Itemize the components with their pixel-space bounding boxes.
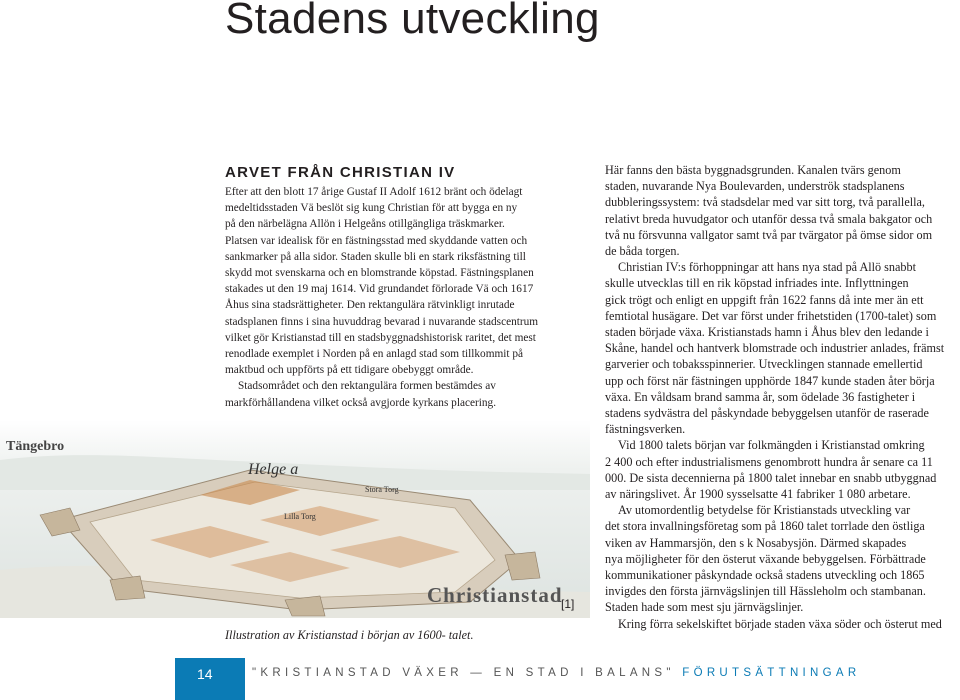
text-line: två nu försvunna vallgator samt två par tvärgator på ömse sidor om bbox=[605, 227, 933, 242]
text-line: 000. De sista decennierna på 1800 talet innebar en snabb utbyggnad bbox=[605, 470, 937, 485]
text-line: Vid 1800 talets början var folkmängden i Kristianstad omkring bbox=[618, 438, 925, 453]
footer-title: "KRISTIANSTAD VÄXER — EN STAD I BALANS" bbox=[252, 667, 675, 679]
reference-marker: [1] bbox=[561, 597, 575, 611]
text-line: gick trögt och enligt en uppgift från 1622 fanns då inte mer än ett bbox=[605, 292, 924, 307]
city-illustration bbox=[0, 420, 590, 618]
map-label-lilla-torg: Lilla Torg bbox=[284, 512, 316, 521]
text-line: Efter att den blott 17 årige Gustaf II Adolf 1612 bränt och ödelagt bbox=[225, 186, 523, 198]
text-line: Platsen var idealisk för en fästningsstad med skyddande vatten och bbox=[225, 234, 528, 247]
text-line: invigdes den första järnvägslinjen till Hässleholm och stambanan. bbox=[605, 584, 926, 599]
text-line: maktbud och uppförts på ett tidigare obebyggt område. bbox=[225, 364, 474, 377]
text-line: de båda torgen. bbox=[605, 244, 680, 259]
page-number: 14 bbox=[197, 666, 213, 682]
text-line: staden började växa. Kristianstads hamn i Åhus blev den ledande i bbox=[605, 325, 929, 340]
section-heading: ARVET FRÅN CHRISTIAN IV bbox=[225, 164, 456, 181]
text-line: det stora invallningsföretag som på 1860 talet torrlade den östliga bbox=[605, 519, 925, 534]
right-column bbox=[605, 162, 960, 632]
text-line: sankmarker på alla sidor. Staden skulle bli en stark riksfästning till bbox=[225, 250, 526, 263]
text-line: relativt breda huvudgator och utanför dessa två smala bakgator och bbox=[605, 211, 933, 226]
text-line: Åhus sina stadsrättigheter. Den rektangulära rätvinkligt inrutade bbox=[225, 299, 515, 312]
left-column bbox=[225, 184, 565, 411]
text-line: Kring förra sekelskiftet började staden växa söder och österut med bbox=[618, 616, 942, 631]
text-line: Av utomordentlig betydelse för Kristianstads utveckling var bbox=[618, 503, 911, 518]
text-line: femtiotal husägare. Det var först under frihetstiden (1700-talet) som bbox=[605, 308, 937, 323]
map-label-helgea: Helge a bbox=[248, 461, 299, 478]
text-line: fästningsverken. bbox=[605, 422, 686, 437]
text-line: dubbleringssystem: två stadsdelar med var sitt torg, två parallella, bbox=[605, 195, 925, 210]
text-line: Christian IV:s förhoppningar att hans nya stad på Allö snabbt bbox=[618, 260, 916, 275]
text-line: stakades ut den 19 maj 1614. Vid grundandet förlorade Vä och 1617 bbox=[225, 283, 534, 296]
text-line: garverier och tobaksspinnerier. Utvecklingen stannade emellertid bbox=[605, 357, 923, 372]
text-line: stadens sydvästra del påskyndade bebyggelsen utanför de raserade bbox=[605, 406, 929, 421]
map-label-stora-torg: Stora Torg bbox=[365, 485, 399, 494]
text-line: upp och först när fästningen upphörde 1847 kunde staden åter börja bbox=[605, 373, 935, 388]
text-line: Stadsområdet och den rektangulära formen bestämdes av bbox=[238, 380, 496, 393]
text-line: viken av Hammarsjön, den s k Nosabysjön. Därmed skapades bbox=[605, 535, 907, 550]
text-line: kommunikationer påskyndade också stadens utveckling och 1865 bbox=[605, 568, 925, 583]
text-line: växa. En våldsam brand samma år, som ödelade 36 fastigheter i bbox=[605, 389, 916, 404]
text-line: Här fanns den bästa byggnadsgrunden. Kanalen tvärs genom bbox=[605, 163, 901, 177]
footer-section: FÖRUTSÄTTNINGAR bbox=[682, 667, 861, 679]
text-line: renodlade exemplet i Norden på en anlagd stad som tillkommit på bbox=[225, 348, 524, 361]
text-line: staden, nuvarande Nya Boulevarden, underströk stadsplanens bbox=[605, 179, 905, 194]
text-line: stadsplanen finns i sina huvuddrag bevarad i nuvarande stadscentrum bbox=[225, 315, 539, 328]
text-line: på den närbelägna Allön i Helgeåns otillgängliga träskmarker. bbox=[225, 218, 505, 231]
text-line: markförhållandena vilket också avgjorde kyrkans placering. bbox=[225, 396, 497, 409]
map-label-christianstad: Christianstad bbox=[427, 583, 563, 607]
text-line: Staden hade som mest sju järnvägslinjer. bbox=[605, 600, 804, 615]
text-line: 2 400 och efter industrialismens genombrott hundra år senare ca 11 bbox=[605, 454, 933, 469]
text-line: medeltidsstaden Vä beslöt sig kung Christian för att bygga en ny bbox=[225, 202, 518, 215]
page-title: Stadens utveckling bbox=[225, 0, 600, 43]
text-line: skulle utvecklas till en rik köpstad infriades inte. Inflyttningen bbox=[605, 276, 909, 291]
illustration-caption: Illustration av Kristianstad i början av 1600- talet. bbox=[225, 628, 474, 642]
text-line: av näringslivet. År 1900 sysselsatte 41 fabriker 1 080 arbetare. bbox=[605, 487, 911, 502]
text-line: nya möjligheter för den österut växande bebyggelsen. Förbättrade bbox=[605, 551, 926, 566]
text-line: skydd mot svenskarna och en blomstrande köpstad. Fästningsplanen bbox=[225, 267, 534, 280]
text-line: vilket gör Kristianstad till en stadsbyggnadshistorisk raritet, det mest bbox=[225, 331, 536, 344]
text-line: Skåne, handel och hantverk blomstrade och industrier anlades, främst bbox=[605, 341, 945, 356]
map-label-tangebro: Tängebro bbox=[6, 439, 65, 454]
running-footer bbox=[252, 667, 860, 679]
